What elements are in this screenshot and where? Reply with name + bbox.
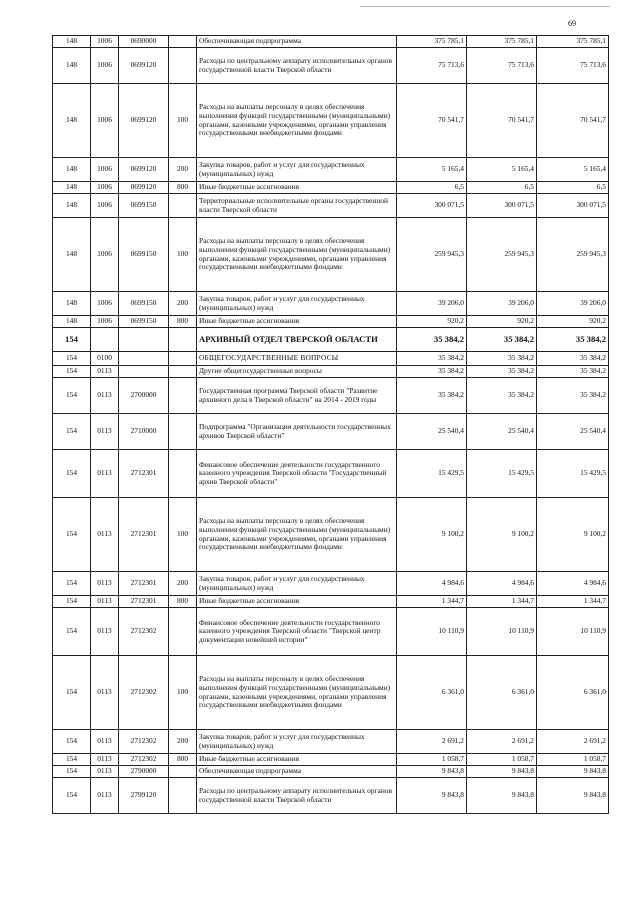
table-row bbox=[53, 572, 609, 596]
col-sum-1: 920,2 bbox=[397, 316, 467, 328]
col-sum-3: 15 429,5 bbox=[537, 450, 609, 498]
col-sum-2: 25 540,4 bbox=[467, 414, 537, 450]
col-name: Финансовое обеспечение деятельности государственного казенного учреждения Тверской области "Тверской центр документации новейшей истории" bbox=[197, 608, 397, 656]
col-sum-2: 10 110,9 bbox=[467, 608, 537, 656]
col-sum-2: 35 384,2 bbox=[467, 366, 537, 378]
col-csr: 2710000 bbox=[119, 414, 169, 450]
col-sum-2: 35 384,2 bbox=[467, 352, 537, 366]
col-razdel: 0113 bbox=[91, 778, 119, 814]
col-name: Обеспечивающая подпрограмма bbox=[197, 766, 397, 778]
col-sum-1: 10 110,9 bbox=[397, 608, 467, 656]
col-sum-3: 70 541,7 bbox=[537, 84, 609, 158]
col-vr: 200 bbox=[169, 572, 197, 596]
col-razdel: 0113 bbox=[91, 730, 119, 754]
col-csr: 2712302 bbox=[119, 754, 169, 766]
col-vr bbox=[169, 450, 197, 498]
col-name: Иные бюджетные ассигнования bbox=[197, 316, 397, 328]
col-sum-1: 70 541,7 bbox=[397, 84, 467, 158]
col-sum-1: 39 206,0 bbox=[397, 292, 467, 316]
table-row bbox=[53, 194, 609, 218]
col-sum-3: 300 071,5 bbox=[537, 194, 609, 218]
col-csr: 0690000 bbox=[119, 36, 169, 48]
col-sum-3: 2 691,2 bbox=[537, 730, 609, 754]
col-csr bbox=[119, 328, 169, 352]
col-csr: 0699150 bbox=[119, 316, 169, 328]
col-ved: 154 bbox=[53, 730, 91, 754]
col-sum-3: 25 540,4 bbox=[537, 414, 609, 450]
col-vr bbox=[169, 366, 197, 378]
page-number: 69 bbox=[568, 19, 576, 28]
col-vr: 100 bbox=[169, 84, 197, 158]
col-razdel: 1006 bbox=[91, 292, 119, 316]
col-sum-1: 4 984,6 bbox=[397, 572, 467, 596]
col-sum-3: 4 984,6 bbox=[537, 572, 609, 596]
col-name: Иные бюджетные ассигнования bbox=[197, 182, 397, 194]
col-ved: 154 bbox=[53, 366, 91, 378]
col-vr bbox=[169, 352, 197, 366]
col-name: Закупка товаров, работ и услуг для государственных (муниципальных) нужд bbox=[197, 730, 397, 754]
col-csr bbox=[119, 352, 169, 366]
col-razdel: 1006 bbox=[91, 316, 119, 328]
col-razdel: 1006 bbox=[91, 182, 119, 194]
col-ved: 148 bbox=[53, 84, 91, 158]
col-sum-3: 1 344,7 bbox=[537, 596, 609, 608]
col-csr: 0699120 bbox=[119, 158, 169, 182]
col-sum-2: 4 984,6 bbox=[467, 572, 537, 596]
col-sum-2: 9 843,8 bbox=[467, 766, 537, 778]
col-razdel: 0113 bbox=[91, 608, 119, 656]
table-row bbox=[53, 316, 609, 328]
col-name: Иные бюджетные ассигнования bbox=[197, 596, 397, 608]
col-csr: 2712301 bbox=[119, 596, 169, 608]
table-row bbox=[53, 656, 609, 730]
col-vr bbox=[169, 48, 197, 84]
col-sum-2: 35 384,2 bbox=[467, 378, 537, 414]
table-row bbox=[53, 754, 609, 766]
col-razdel: 0113 bbox=[91, 450, 119, 498]
col-ved: 148 bbox=[53, 218, 91, 292]
col-sum-3: 5 165,4 bbox=[537, 158, 609, 182]
col-ved: 154 bbox=[53, 754, 91, 766]
col-vr bbox=[169, 766, 197, 778]
col-razdel: 1006 bbox=[91, 194, 119, 218]
col-sum-2: 1 058,7 bbox=[467, 754, 537, 766]
col-razdel: 0113 bbox=[91, 414, 119, 450]
col-razdel: 0113 bbox=[91, 366, 119, 378]
col-csr: 0699120 bbox=[119, 84, 169, 158]
col-razdel: 0113 bbox=[91, 378, 119, 414]
col-sum-3: 259 945,3 bbox=[537, 218, 609, 292]
table-row bbox=[53, 292, 609, 316]
col-razdel: 0113 bbox=[91, 498, 119, 572]
col-sum-2: 39 206,0 bbox=[467, 292, 537, 316]
col-sum-3: 920,2 bbox=[537, 316, 609, 328]
table-row bbox=[53, 218, 609, 292]
table-row bbox=[53, 36, 609, 48]
col-sum-2: 9 100,2 bbox=[467, 498, 537, 572]
col-razdel: 0113 bbox=[91, 766, 119, 778]
col-vr: 100 bbox=[169, 656, 197, 730]
col-razdel: 0100 bbox=[91, 352, 119, 366]
col-sum-2: 75 713,6 bbox=[467, 48, 537, 84]
col-csr: 2700000 bbox=[119, 378, 169, 414]
col-sum-3: 10 110,9 bbox=[537, 608, 609, 656]
col-csr: 2712301 bbox=[119, 498, 169, 572]
col-vr bbox=[169, 378, 197, 414]
col-ved: 148 bbox=[53, 158, 91, 182]
col-razdel: 0113 bbox=[91, 596, 119, 608]
col-sum-2: 6,5 bbox=[467, 182, 537, 194]
col-razdel: 1006 bbox=[91, 84, 119, 158]
col-sum-3: 39 206,0 bbox=[537, 292, 609, 316]
col-sum-1: 25 540,4 bbox=[397, 414, 467, 450]
col-sum-3: 9 843,8 bbox=[537, 778, 609, 814]
col-sum-1: 5 165,4 bbox=[397, 158, 467, 182]
col-csr: 2712302 bbox=[119, 608, 169, 656]
col-sum-1: 35 384,2 bbox=[397, 352, 467, 366]
col-name: Расходы по центральному аппарату исполнительных органов государственной власти Тверской области bbox=[197, 48, 397, 84]
col-name: Расходы на выплаты персоналу в целях обеспечения выполнения функций государственными (муниципальными) органами, казенными учреждениями, органами управления государственными внебюджетными фондами bbox=[197, 218, 397, 292]
col-name: Территориальные исполнительные органы государственной власти Тверской области bbox=[197, 194, 397, 218]
col-vr: 800 bbox=[169, 182, 197, 194]
col-ved: 154 bbox=[53, 352, 91, 366]
table-row bbox=[53, 158, 609, 182]
col-csr: 2799120 bbox=[119, 778, 169, 814]
col-sum-3: 9 100,2 bbox=[537, 498, 609, 572]
col-razdel: 1006 bbox=[91, 218, 119, 292]
col-sum-1: 15 429,5 bbox=[397, 450, 467, 498]
budget-table bbox=[52, 35, 609, 814]
col-sum-3: 35 384,2 bbox=[537, 366, 609, 378]
col-ved: 148 bbox=[53, 194, 91, 218]
table-body bbox=[53, 36, 609, 814]
col-sum-1: 259 945,3 bbox=[397, 218, 467, 292]
col-sum-2: 9 843,8 bbox=[467, 778, 537, 814]
col-ved: 154 bbox=[53, 778, 91, 814]
table-row bbox=[53, 414, 609, 450]
col-ved: 154 bbox=[53, 656, 91, 730]
col-razdel: 1006 bbox=[91, 48, 119, 84]
col-sum-2: 15 429,5 bbox=[467, 450, 537, 498]
col-vr: 200 bbox=[169, 292, 197, 316]
col-name: Расходы по центральному аппарату исполнительных органов государственной власти Тверской области bbox=[197, 778, 397, 814]
col-sum-1: 9 100,2 bbox=[397, 498, 467, 572]
col-razdel: 0113 bbox=[91, 754, 119, 766]
col-name: Расходы на выплаты персоналу в целях обеспечения выполнения функций государственными (муниципальными) органами, казенными учреждениями, органами управления государственными внебюджетными фондами bbox=[197, 498, 397, 572]
table-row bbox=[53, 366, 609, 378]
col-sum-2: 920,2 bbox=[467, 316, 537, 328]
col-sum-2: 35 384,2 bbox=[467, 328, 537, 352]
col-csr: 2712302 bbox=[119, 730, 169, 754]
col-sum-1: 6,5 bbox=[397, 182, 467, 194]
col-csr: 2790000 bbox=[119, 766, 169, 778]
col-name: ОБЩЕГОСУДАРСТВЕННЫЕ ВОПРОСЫ bbox=[197, 352, 397, 366]
col-vr bbox=[169, 36, 197, 48]
col-ved: 154 bbox=[53, 328, 91, 352]
col-sum-3: 1 058,7 bbox=[537, 754, 609, 766]
table-row bbox=[53, 766, 609, 778]
col-sum-3: 9 843,8 bbox=[537, 766, 609, 778]
col-ved: 148 bbox=[53, 48, 91, 84]
col-vr: 800 bbox=[169, 754, 197, 766]
col-csr: 0699150 bbox=[119, 194, 169, 218]
col-vr bbox=[169, 414, 197, 450]
col-ved: 148 bbox=[53, 182, 91, 194]
table-row bbox=[53, 596, 609, 608]
col-vr: 100 bbox=[169, 498, 197, 572]
col-ved: 154 bbox=[53, 414, 91, 450]
table-row bbox=[53, 450, 609, 498]
col-ved: 148 bbox=[53, 36, 91, 48]
col-sum-2: 375 785,1 bbox=[467, 36, 537, 48]
col-sum-1: 2 691,2 bbox=[397, 730, 467, 754]
col-csr bbox=[119, 366, 169, 378]
col-name: Подпрограмма "Организация деятельности государственных архивов Тверской области" bbox=[197, 414, 397, 450]
table-row bbox=[53, 352, 609, 366]
col-name: Закупка товаров, работ и услуг для государственных (муниципальных) нужд bbox=[197, 158, 397, 182]
col-sum-3: 35 384,2 bbox=[537, 352, 609, 366]
col-csr: 0699120 bbox=[119, 48, 169, 84]
col-sum-1: 75 713,6 bbox=[397, 48, 467, 84]
col-ved: 154 bbox=[53, 596, 91, 608]
col-name: Финансовое обеспечение деятельности государственного казенного учреждения Тверской области "Государственный архив Тверской области" bbox=[197, 450, 397, 498]
col-ved: 154 bbox=[53, 608, 91, 656]
col-vr: 200 bbox=[169, 158, 197, 182]
col-sum-2: 5 165,4 bbox=[467, 158, 537, 182]
col-vr: 200 bbox=[169, 730, 197, 754]
col-sum-1: 300 071,5 bbox=[397, 194, 467, 218]
col-sum-3: 375 785,1 bbox=[537, 36, 609, 48]
col-sum-3: 6,5 bbox=[537, 182, 609, 194]
table-row bbox=[53, 778, 609, 814]
col-razdel: 0113 bbox=[91, 572, 119, 596]
col-sum-1: 6 361,0 bbox=[397, 656, 467, 730]
col-csr: 2712302 bbox=[119, 656, 169, 730]
col-ved: 148 bbox=[53, 292, 91, 316]
col-vr: 800 bbox=[169, 596, 197, 608]
col-sum-2: 2 691,2 bbox=[467, 730, 537, 754]
table-row bbox=[53, 48, 609, 84]
col-razdel: 1006 bbox=[91, 36, 119, 48]
col-ved: 148 bbox=[53, 316, 91, 328]
col-vr bbox=[169, 778, 197, 814]
col-name: Обеспечивающая подпрограмма bbox=[197, 36, 397, 48]
col-sum-3: 75 713,6 bbox=[537, 48, 609, 84]
table-row bbox=[53, 498, 609, 572]
col-vr bbox=[169, 328, 197, 352]
col-vr: 100 bbox=[169, 218, 197, 292]
col-sum-3: 35 384,2 bbox=[537, 328, 609, 352]
col-sum-3: 35 384,2 bbox=[537, 378, 609, 414]
col-sum-1: 35 384,2 bbox=[397, 328, 467, 352]
col-sum-2: 6 361,0 bbox=[467, 656, 537, 730]
col-name: Другие общегосударственные вопросы bbox=[197, 366, 397, 378]
col-ved: 154 bbox=[53, 572, 91, 596]
col-razdel bbox=[91, 328, 119, 352]
col-vr: 800 bbox=[169, 316, 197, 328]
col-sum-2: 300 071,5 bbox=[467, 194, 537, 218]
col-vr bbox=[169, 608, 197, 656]
table-row bbox=[53, 730, 609, 754]
col-name: АРХИВНЫЙ ОТДЕЛ ТВЕРСКОЙ ОБЛАСТИ bbox=[197, 328, 397, 352]
col-name: Закупка товаров, работ и услуг для государственных (муниципальных) нужд bbox=[197, 572, 397, 596]
col-sum-3: 6 361,0 bbox=[537, 656, 609, 730]
col-sum-2: 259 945,3 bbox=[467, 218, 537, 292]
col-sum-2: 1 344,7 bbox=[467, 596, 537, 608]
col-name: Расходы на выплаты персоналу в целях обеспечения выполнения функций государственными (муниципальными) органами, казенными учреждениями, органами управления государственными внебюджетными фондами bbox=[197, 656, 397, 730]
col-sum-1: 1 058,7 bbox=[397, 754, 467, 766]
col-sum-1: 9 843,8 bbox=[397, 778, 467, 814]
col-csr: 2712301 bbox=[119, 450, 169, 498]
col-ved: 154 bbox=[53, 378, 91, 414]
col-csr: 0699120 bbox=[119, 182, 169, 194]
col-sum-1: 375 785,1 bbox=[397, 36, 467, 48]
col-ved: 154 bbox=[53, 766, 91, 778]
col-csr: 2712301 bbox=[119, 572, 169, 596]
col-sum-1: 1 344,7 bbox=[397, 596, 467, 608]
col-name: Закупка товаров, работ и услуг для государственных (муниципальных) нужд bbox=[197, 292, 397, 316]
col-name: Расходы на выплаты персоналу в целях обеспечения выполнения функций государственными (муниципальными) органами, казенными учреждениями, органами управления государственными внебюджетными фондами bbox=[197, 84, 397, 158]
table-row bbox=[53, 328, 609, 352]
table-row bbox=[53, 182, 609, 194]
page-top-rule bbox=[360, 6, 610, 7]
table-row bbox=[53, 84, 609, 158]
col-ved: 154 bbox=[53, 450, 91, 498]
col-csr: 0699150 bbox=[119, 292, 169, 316]
table-row bbox=[53, 608, 609, 656]
col-ved: 154 bbox=[53, 498, 91, 572]
col-name: Государственная программа Тверской области "Развитие архивного дела в Тверской области" на 2014 - 2019 годы bbox=[197, 378, 397, 414]
col-sum-2: 70 541,7 bbox=[467, 84, 537, 158]
col-sum-1: 9 843,8 bbox=[397, 766, 467, 778]
col-name: Иные бюджетные ассигнования bbox=[197, 754, 397, 766]
col-razdel: 1006 bbox=[91, 158, 119, 182]
table-row bbox=[53, 378, 609, 414]
col-sum-1: 35 384,2 bbox=[397, 366, 467, 378]
col-razdel: 0113 bbox=[91, 656, 119, 730]
col-csr: 0699150 bbox=[119, 218, 169, 292]
col-vr bbox=[169, 194, 197, 218]
col-sum-1: 35 384,2 bbox=[397, 378, 467, 414]
